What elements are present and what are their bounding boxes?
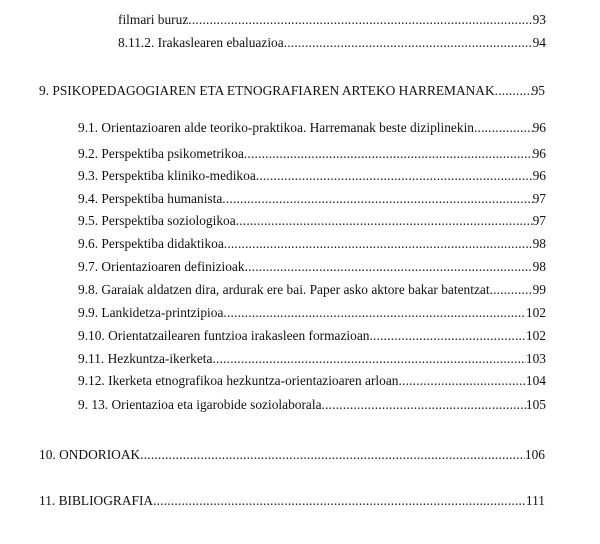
- dot-leader: [474, 120, 533, 136]
- toc-section[interactable]: [78, 373, 546, 389]
- toc-section[interactable]: [78, 168, 546, 184]
- toc-chapter-page: 95: [531, 83, 545, 98]
- toc-section[interactable]: [78, 120, 546, 136]
- dot-leader: [495, 83, 532, 99]
- toc-section-title: 9. 13. Orientazioa eta igarobide soziolaborala: [78, 397, 322, 412]
- toc-section-title: 9.3. Perspektiba kliniko-medikoa: [78, 168, 256, 183]
- toc-section-title: 9.9. Lankidetza-printzipioa: [78, 305, 224, 320]
- toc-chapter-page: 111: [525, 493, 545, 508]
- toc-section-title: 9.11. Hezkuntza-ikerketa: [78, 351, 213, 366]
- dot-leader: [188, 12, 532, 28]
- toc-section-page: 97: [532, 191, 546, 206]
- toc-section-page: 102: [525, 305, 546, 320]
- toc-section-title: 9.1. Orientazioaren alde teoriko-praktikoa. Harremanak beste diziplinekin: [78, 120, 474, 135]
- toc-section-page: 99: [532, 282, 546, 297]
- dot-leader: [256, 168, 533, 184]
- toc-chapter-9[interactable]: [39, 83, 545, 99]
- dot-leader: [490, 282, 533, 298]
- toc-chapter-title: 9. PSIKOPEDAGOGIAREN ETA ETNOGRAFIAREN ARTEKO HARREMANAK: [39, 83, 495, 98]
- toc-section-title: 9.5. Perspektiba soziologikoa: [78, 213, 236, 228]
- toc-section-title: 9.7. Orientazioaren definizioak: [78, 259, 245, 274]
- dot-leader: [236, 213, 533, 229]
- toc-section-page: 97: [532, 213, 546, 228]
- toc-section-title: 9.10. Orientatzailearen funtzioa irakasleen formazioan: [78, 328, 370, 343]
- toc-section-page: 104: [525, 373, 546, 388]
- toc-entry[interactable]: [118, 12, 546, 28]
- toc-section[interactable]: [78, 351, 546, 367]
- toc-section-title: 9.2. Perspektiba psikometrikoa: [78, 146, 244, 161]
- dot-leader: [224, 236, 533, 252]
- toc-chapter-page: 106: [524, 447, 545, 462]
- toc-section[interactable]: [78, 259, 546, 275]
- toc-section-page: 98: [532, 236, 546, 251]
- toc-section-page: 102: [525, 328, 546, 343]
- dot-leader: [244, 146, 533, 162]
- toc-chapter-title: 10. ONDORIOAK: [39, 447, 141, 462]
- dot-leader: [245, 259, 533, 275]
- toc-section[interactable]: [78, 191, 546, 207]
- toc-section-title: 9.12. Ikerketa etnografikoa hezkuntza-orientazioaren arloan: [78, 373, 399, 388]
- toc-section-page: 103: [525, 351, 546, 366]
- dot-leader: [222, 191, 532, 207]
- toc-entry-page: 94: [532, 35, 546, 50]
- toc-section[interactable]: [78, 236, 546, 252]
- dot-leader: [223, 305, 526, 321]
- toc-section-title: 9.6. Perspektiba didaktikoa: [78, 236, 224, 251]
- toc-entry[interactable]: [118, 35, 546, 51]
- toc-section[interactable]: [78, 397, 546, 413]
- toc-chapter-10[interactable]: [39, 447, 545, 463]
- toc-section-page: 98: [532, 259, 546, 274]
- toc-entry-title: 8.11.2. Irakaslearen ebaluazioa: [118, 35, 284, 50]
- dot-leader: [398, 373, 525, 389]
- toc-chapter-title: 11. BIBLIOGRAFIA: [39, 493, 154, 508]
- toc-section-title: 9.8. Garaiak aldatzen dira, ardurak ere bai. Paper asko aktore bakar batentzat: [78, 282, 490, 297]
- dot-leader: [140, 447, 525, 463]
- toc-section[interactable]: [78, 146, 546, 162]
- toc-section[interactable]: [78, 305, 546, 321]
- dot-leader: [369, 328, 525, 344]
- toc-section-page: 105: [525, 397, 546, 412]
- toc-entry-title: filmari buruz: [118, 12, 189, 27]
- toc-section[interactable]: [78, 282, 546, 298]
- toc-section-page: 96: [532, 120, 546, 135]
- toc-section[interactable]: [78, 328, 546, 344]
- toc-chapter-11[interactable]: [39, 493, 545, 509]
- dot-leader: [212, 351, 525, 367]
- toc-section[interactable]: [78, 213, 546, 229]
- toc-section-title: 9.4. Perspektiba humanista: [78, 191, 223, 206]
- toc-section-page: 96: [532, 168, 546, 183]
- toc-entry-page: 93: [532, 12, 546, 27]
- dot-leader: [284, 35, 533, 51]
- toc-section-page: 96: [532, 146, 546, 161]
- dot-leader: [322, 397, 526, 413]
- dot-leader: [153, 493, 526, 509]
